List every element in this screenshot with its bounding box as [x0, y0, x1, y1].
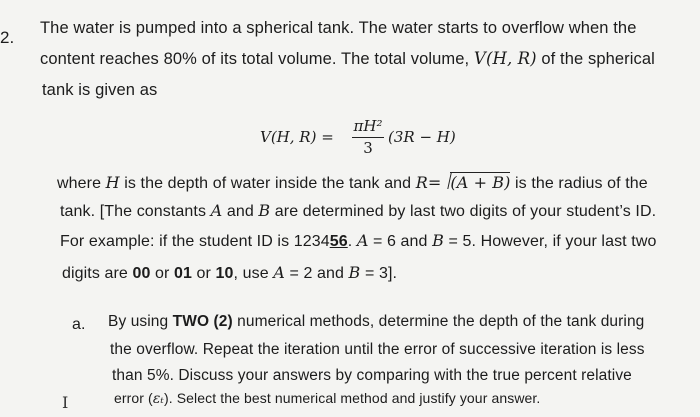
where-line-1 — [57, 172, 648, 193]
var-H: H — [105, 173, 120, 192]
part-a-line-3 — [112, 367, 632, 385]
where-line-3 — [60, 231, 656, 251]
sqrt-expression — [441, 172, 510, 192]
where-text: , use — [233, 265, 274, 282]
var-B: B — [432, 231, 444, 250]
where-text: = 3]. — [360, 265, 398, 282]
intro-text-3: tank is given as — [42, 81, 158, 99]
id-underlined-digits: 56 — [329, 233, 348, 250]
where-text: is the radius of the — [510, 175, 648, 192]
part-a-line-1 — [108, 313, 644, 331]
var-A: A — [210, 201, 223, 220]
formula-rhs: (3R − H) — [388, 128, 456, 146]
formula-lhs: V(H, R) = — [260, 128, 334, 146]
fraction-bar — [352, 137, 384, 138]
formula-denominator: 3 — [363, 139, 373, 157]
digits-00: 00 — [132, 265, 151, 282]
where-text: or — [150, 265, 174, 282]
text-cursor-icon: I — [62, 393, 69, 412]
var-R: R= — [415, 173, 442, 192]
where-line-2 — [60, 201, 656, 221]
part-a-text: By using — [108, 313, 173, 330]
question-number: 2. — [0, 28, 15, 47]
part-a-text: than 5%. Discuss your answers by comparing with the true percent relative — [112, 367, 632, 384]
where-text: = 6 and — [368, 233, 433, 250]
formula-fraction — [352, 117, 384, 157]
intro-line-1 — [40, 19, 637, 38]
part-a-text: ). Select the best numerical method and justify your answer. — [163, 390, 541, 406]
part-a-text: numerical methods, determine the depth of the tank during — [232, 313, 645, 330]
intro-text-2b: of the spherical — [536, 50, 655, 68]
sqrt-body: (A + B) — [450, 173, 511, 192]
where-text: . — [347, 233, 357, 250]
intro-line-2 — [40, 49, 655, 69]
formula-numerator: πH² — [353, 117, 383, 135]
epsilon-t: εₜ — [152, 391, 164, 407]
volume-formula — [260, 117, 480, 167]
two-methods-bold: TWO (2) — [172, 313, 233, 330]
part-a-line-2 — [110, 341, 645, 359]
var-B: B — [258, 201, 271, 220]
intro-text-1: The water is pumped into a spherical tank. The water starts to overflow when the — [40, 19, 637, 37]
var-A: A — [273, 263, 285, 282]
part-a-text: error ( — [114, 390, 153, 406]
var-A: A — [356, 231, 369, 250]
part-a-line-4 — [114, 390, 540, 407]
intro-line-3 — [42, 81, 157, 100]
where-text: where — [57, 175, 106, 192]
where-text: = 5. However, if your last two — [443, 233, 657, 250]
intro-text-2a: content reaches 80% of its total volume. The total volume, — [40, 50, 474, 68]
where-text: are determined by last two digits of your student’s ID. — [270, 203, 657, 220]
where-text: = 2 and — [284, 265, 349, 282]
var-B: B — [348, 263, 361, 282]
volume-symbol: V(H, R) — [473, 49, 537, 68]
where-text: tank. [The constants — [60, 203, 211, 220]
part-a-label: a. — [72, 316, 86, 333]
where-text: or — [192, 265, 216, 282]
where-text: is the depth of water inside the tank and — [119, 175, 416, 192]
where-text: and — [222, 203, 259, 220]
where-text: For example: if the student ID is 1234 — [60, 233, 330, 250]
where-text: digits are — [62, 265, 133, 282]
where-line-4 — [62, 263, 397, 283]
digits-01: 01 — [174, 265, 192, 282]
digits-10: 10 — [215, 265, 234, 282]
part-a-text: the overflow. Repeat the iteration until the error of successive iteration is less — [110, 341, 645, 358]
